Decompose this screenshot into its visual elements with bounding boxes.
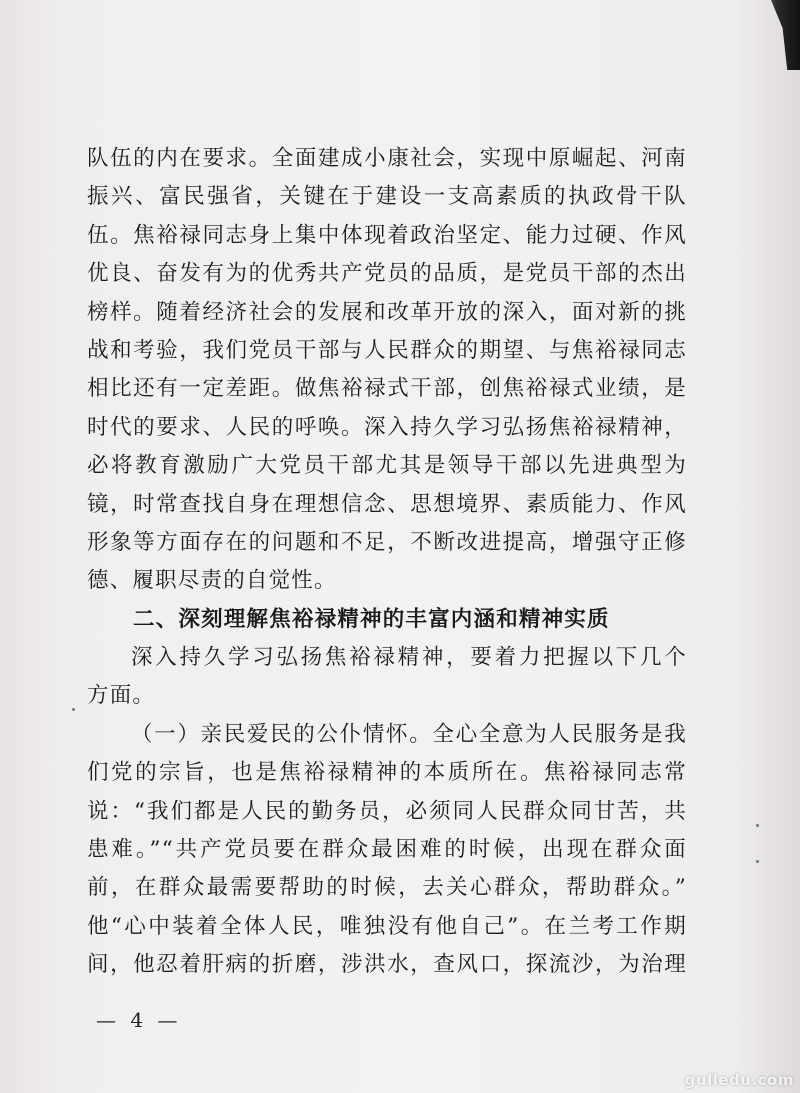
text-line: 镜，时常查找自身在理想信念、思想境界、素质能力、作风 — [87, 491, 687, 517]
text-line: 伍。焦裕禄同志身上集中体现着政治坚定、能力过硬、作风 — [87, 222, 687, 248]
subsection-paragraph-start: （一）亲民爱民的公仆情怀。全心全意为人民服务是我 — [131, 721, 687, 747]
text-line: 说：“我们都是人民的勤务员，必须同人民群众同甘苦，共 — [87, 798, 687, 824]
text-line: 前，在群众最需要帮助的时候，去关心群众，帮助群众。” — [87, 875, 687, 901]
text-line: 相比还有一定差距。做焦裕禄式干部，创焦裕禄式业绩，是 — [87, 376, 687, 402]
scan-speck — [72, 708, 75, 711]
scan-speck — [756, 860, 759, 863]
body-text — [87, 140, 687, 985]
text-line: 战和考验，我们党员干部与人民群众的期望、与焦裕禄同志 — [87, 337, 687, 363]
scan-shadow — [742, 0, 800, 70]
text-line: 们党的宗旨，也是焦裕禄精神的本质所在。焦裕禄同志常 — [87, 760, 687, 786]
text-line: 患难。”“共产党员要在群众最困难的时候，出现在群众面 — [87, 837, 687, 863]
text-line: 方面。 — [87, 683, 156, 709]
text-line: 形象等方面存在的问题和不足，不断改进提高，增强守正修 — [87, 529, 687, 555]
text-line: 间，他忍着肝病的折磨，涉洪水，查风口，探流沙，为治理 — [87, 952, 687, 978]
text-line: 振兴、富民强省，关键在于建设一支高素质的执政骨干队 — [87, 184, 687, 210]
text-line: 优良、奋发有为的优秀共产党员的品质，是党员干部的杰出 — [87, 261, 687, 287]
text-line: 时代的要求、人民的呼唤。深入持久学习弘扬焦裕禄精神， — [87, 414, 687, 440]
site-watermark: gulledu.com — [684, 1071, 794, 1089]
scan-speck — [756, 824, 759, 827]
text-line: 深入持久学习弘扬焦裕禄精神，要着力把握以下几个 — [131, 645, 687, 671]
text-line: 他“心中装着全体人民，唯独没有他自己”。在兰考工作期 — [87, 913, 687, 939]
text-line: 德、履职尽责的自觉性。 — [87, 568, 337, 594]
page-number: — 4 — — [96, 1008, 182, 1032]
text-line: 队伍的内在要求。全面建成小康社会，实现中原崛起、河南 — [87, 146, 687, 171]
text-line: 必将教育激励广大党员干部尤其是领导干部以先进典型为 — [87, 453, 687, 479]
text-line: 榜样。随着经济社会的发展和改革开放的深入，面对新的挑 — [87, 299, 687, 325]
section-heading: 二、深刻理解焦裕禄精神的丰富内涵和精神实质 — [133, 606, 610, 632]
